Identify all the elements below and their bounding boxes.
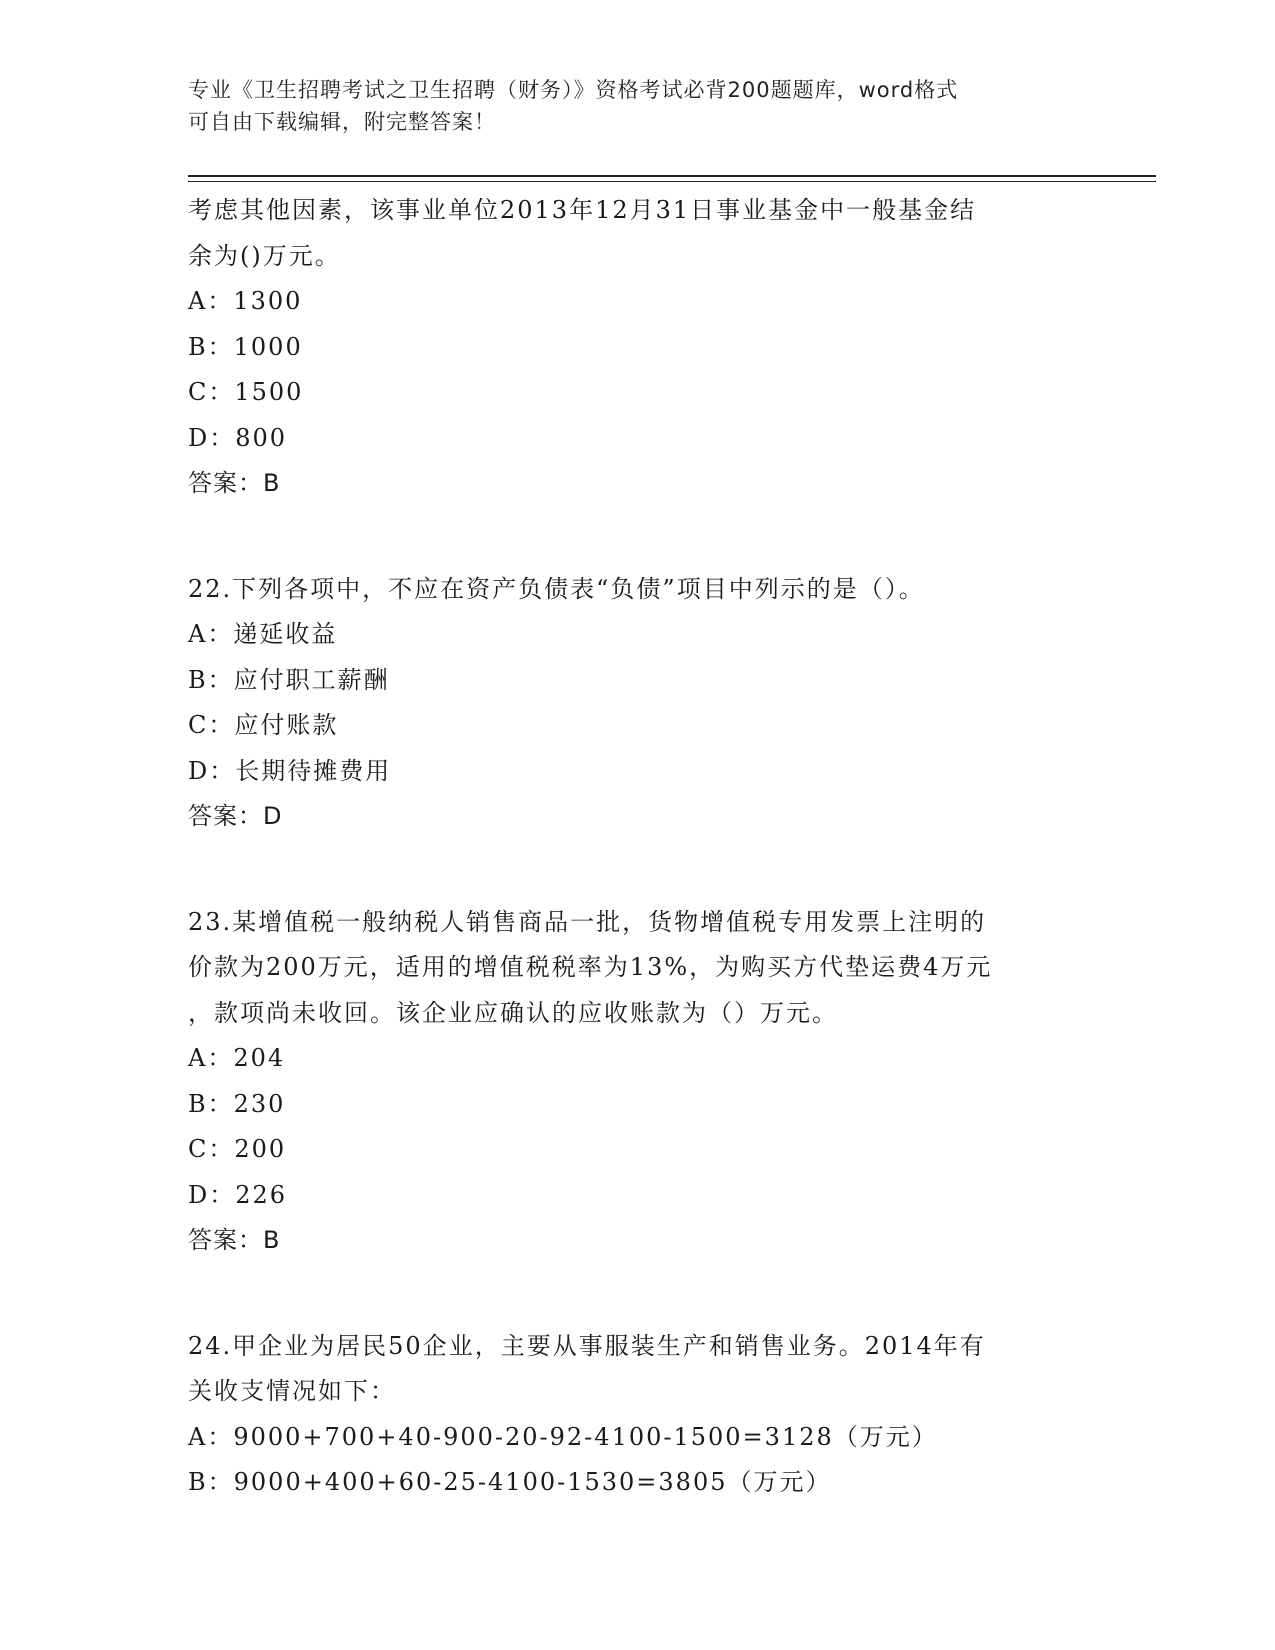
question-text-line: 24.甲企业为居民50企业，主要从事服装生产和销售业务。2014年有: [188, 1331, 986, 1360]
option-b: B：应付职工薪酬: [188, 665, 390, 694]
answer: 答案：B: [188, 1226, 281, 1254]
option-a: A：1300: [188, 287, 303, 315]
option-d: D：长期待摊费用: [188, 756, 392, 785]
option-a: A：204: [188, 1044, 286, 1072]
spacer: [188, 840, 1088, 900]
option-b: B：9000+400+60-25-4100-1530=3805（万元）: [188, 1468, 832, 1496]
option-b: B：230: [188, 1089, 286, 1118]
spacer: [188, 1264, 1088, 1324]
question-text-line: 考虑其他因素，该事业单位2013年12月31日事业基金中一般基金结: [188, 196, 977, 224]
question-23: [188, 900, 1088, 1264]
header-line-2: 可自由下载编辑，附完整答案！: [188, 110, 496, 134]
question-text-line: 22.下列各项中，不应在资产负债表“负债”项目中列示的是（）。: [188, 574, 925, 603]
option-a: A：递延收益: [188, 620, 338, 648]
spacer: [188, 507, 1088, 567]
header-divider-thin: [188, 181, 1156, 182]
answer: 答案：B: [188, 469, 281, 497]
question-text-line: 价款为200万元，适用的增值税税率为13%，为购买方代垫运费4万元: [188, 953, 993, 981]
question-text-line: 余为()万元。: [188, 241, 341, 270]
option-d: D：226: [188, 1180, 288, 1209]
answer: 答案：D: [188, 802, 283, 830]
option-c: C：应付账款: [188, 711, 339, 739]
question-text-line: ，款项尚未收回。该企业应确认的应收账款为（）万元。: [188, 998, 838, 1027]
option-c: C：200: [188, 1135, 287, 1163]
option-d: D：800: [188, 423, 288, 452]
question-list: [188, 188, 1088, 1506]
question-24: [188, 1324, 1088, 1506]
option-a: A：9000+700+40-900-20-92-4100-1500=3128（万元）: [188, 1422, 938, 1451]
option-c: C：1500: [188, 378, 304, 406]
question-22: [188, 567, 1088, 840]
header-divider-thick: [188, 175, 1156, 177]
question-text-line: 关收支情况如下：: [188, 1377, 396, 1405]
option-b: B：1000: [188, 332, 303, 361]
question-21: [188, 188, 1088, 507]
document-header: [188, 74, 1068, 138]
header-line-1: 专业《卫生招聘考试之卫生招聘（财务）》资格考试必背200题题库，word格式: [188, 78, 959, 102]
question-text-line: 23.某增值税一般纳税人销售商品一批，货物增值税专用发票上注明的: [188, 907, 987, 936]
